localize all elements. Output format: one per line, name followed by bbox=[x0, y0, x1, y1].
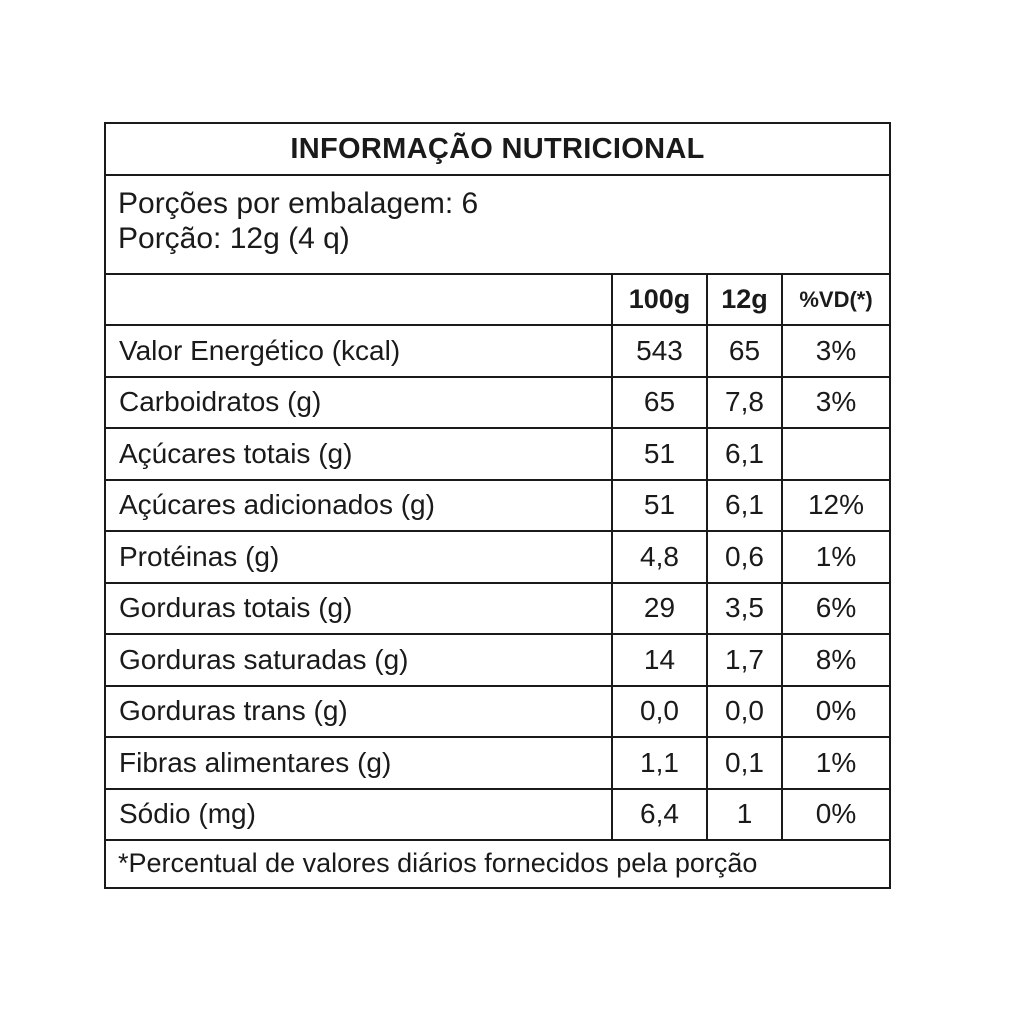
value-per-100g: 65 bbox=[613, 378, 708, 428]
label-title: INFORMAÇÃO NUTRICIONAL bbox=[106, 124, 889, 176]
value-daily-percent: 1% bbox=[815, 540, 857, 572]
value-per-12g: 7,8 bbox=[708, 378, 783, 428]
value-daily-percent: 12% bbox=[807, 489, 865, 521]
value-daily-percent: 3% bbox=[815, 334, 857, 366]
value-per-12g: 3,5 bbox=[708, 584, 783, 634]
column-header-nutrient bbox=[106, 275, 613, 324]
table-row bbox=[106, 532, 889, 584]
value-daily-percent: 6% bbox=[815, 592, 857, 624]
table-row bbox=[106, 790, 889, 842]
footnote: *Percentual de valores diários fornecidos pela porção bbox=[118, 847, 758, 878]
table-row bbox=[106, 481, 889, 533]
value-daily-percent: 1% bbox=[815, 746, 857, 778]
table-row bbox=[106, 378, 889, 430]
value-per-12g: 6,1 bbox=[708, 481, 783, 531]
value-per-12g: 0,6 bbox=[708, 532, 783, 582]
column-header-vd: %VD(*) bbox=[799, 286, 873, 312]
value-per-12g: 0,0 bbox=[708, 687, 783, 737]
value-per-100g: 51 bbox=[613, 429, 708, 479]
value-per-12g: 1,7 bbox=[708, 635, 783, 685]
serving-size: Porção: 12g (4 q) bbox=[118, 222, 350, 255]
servings-per-package: Porções por embalagem: 6 bbox=[118, 187, 479, 220]
table-row bbox=[106, 687, 889, 739]
nutrient-rows bbox=[106, 326, 889, 841]
nutrient-name: Gorduras saturadas (g) bbox=[106, 635, 613, 685]
value-daily-percent: 8% bbox=[815, 643, 857, 675]
nutrient-name: Fibras alimentares (g) bbox=[106, 738, 613, 788]
column-header-100g: 100g bbox=[613, 275, 708, 324]
value-daily-percent: 0% bbox=[815, 695, 857, 727]
table-row bbox=[106, 584, 889, 636]
value-per-12g: 1 bbox=[708, 790, 783, 840]
value-per-100g: 14 bbox=[613, 635, 708, 685]
value-per-12g: 6,1 bbox=[708, 429, 783, 479]
value-per-100g: 543 bbox=[613, 326, 708, 376]
table-row bbox=[106, 635, 889, 687]
nutrient-table bbox=[106, 275, 889, 841]
nutrient-name: Gorduras totais (g) bbox=[106, 584, 613, 634]
value-per-100g: 6,4 bbox=[613, 790, 708, 840]
table-header-row bbox=[106, 275, 889, 326]
table-row bbox=[106, 429, 889, 481]
nutrient-name: Protéinas (g) bbox=[106, 532, 613, 582]
value-per-100g: 29 bbox=[613, 584, 708, 634]
nutrient-name: Açúcares totais (g) bbox=[106, 429, 613, 479]
value-daily-percent bbox=[783, 429, 889, 479]
value-per-12g: 0,1 bbox=[708, 738, 783, 788]
nutrient-name: Gorduras trans (g) bbox=[106, 687, 613, 737]
nutrient-name: Valor Energético (kcal) bbox=[106, 326, 613, 376]
nutrient-name: Açúcares adicionados (g) bbox=[106, 481, 613, 531]
nutrition-facts-label bbox=[104, 122, 891, 889]
value-per-100g: 51 bbox=[613, 481, 708, 531]
column-header-12g: 12g bbox=[708, 275, 783, 324]
value-per-100g: 4,8 bbox=[613, 532, 708, 582]
value-daily-percent: 3% bbox=[815, 386, 857, 418]
table-row bbox=[106, 326, 889, 378]
value-per-12g: 65 bbox=[708, 326, 783, 376]
nutrient-name: Sódio (mg) bbox=[106, 790, 613, 840]
nutrient-name: Carboidratos (g) bbox=[106, 378, 613, 428]
table-row bbox=[106, 738, 889, 790]
value-per-100g: 1,1 bbox=[613, 738, 708, 788]
serving-info bbox=[106, 176, 889, 275]
value-per-100g: 0,0 bbox=[613, 687, 708, 737]
value-daily-percent: 0% bbox=[815, 798, 857, 830]
